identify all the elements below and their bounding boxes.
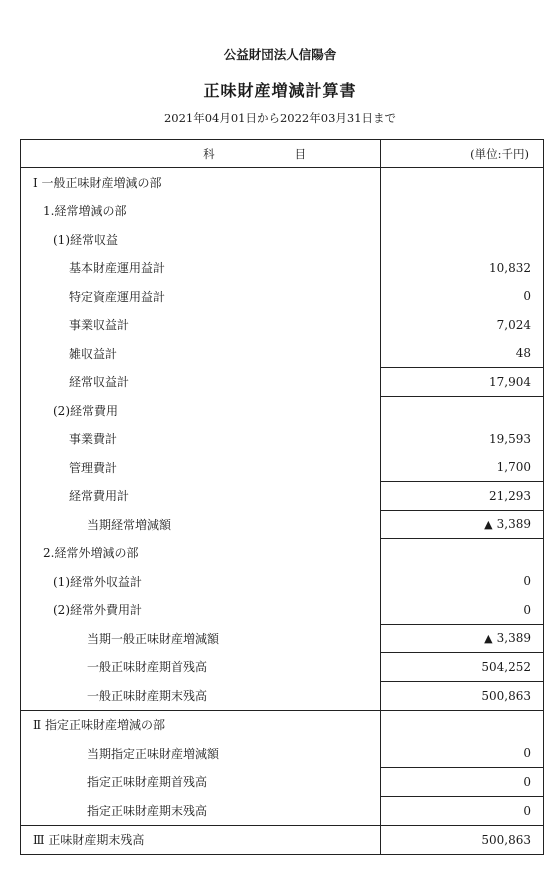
row-amount: 1,700 (380, 453, 543, 482)
table-row (21, 653, 544, 682)
income-statement-table (20, 139, 544, 855)
table-row (21, 739, 544, 768)
row-amount-cell (380, 624, 543, 653)
table-row (21, 825, 544, 855)
table-row (21, 796, 544, 825)
table-row (21, 168, 544, 197)
row-label: Ⅰ 一般正味財産増減の部 (21, 168, 381, 197)
row-label: 指定正味財産期首残高 (21, 768, 381, 797)
item-header-char-1: 科 (203, 146, 215, 161)
table-row (21, 482, 544, 511)
table-row (21, 197, 544, 226)
row-amount (380, 168, 543, 197)
row-label: 事業費計 (21, 425, 381, 454)
negative-triangle-icon: ▲ (484, 632, 493, 646)
row-amount: 0 (380, 567, 543, 596)
row-label: 当期一般正味財産増減額 (21, 624, 381, 653)
table-row (21, 311, 544, 340)
row-label: Ⅱ 指定正味財産増減の部 (21, 710, 381, 739)
row-amount (380, 197, 543, 226)
organization-name: 公益財団法人信陽舎 (223, 47, 337, 62)
table-row (21, 539, 544, 568)
negative-triangle-icon: ▲ (484, 518, 493, 532)
row-label: 一般正味財産期首残高 (21, 653, 381, 682)
row-amount (380, 539, 543, 568)
table-row (21, 567, 544, 596)
row-label: 管理費計 (21, 453, 381, 482)
table-row (21, 282, 544, 311)
table-row (21, 339, 544, 368)
table-row (21, 681, 544, 710)
row-label: 特定資産運用益計 (21, 282, 381, 311)
reporting-period: 2021年04月01日から2022年03月31日まで (163, 111, 397, 125)
row-amount: 0 (380, 282, 543, 311)
table-row (21, 254, 544, 283)
row-label: 一般正味財産期末残高 (21, 681, 381, 710)
table-row (21, 368, 544, 397)
table-row (21, 768, 544, 797)
item-header-char-2: 目 (294, 146, 307, 161)
row-amount: 7,024 (380, 311, 543, 340)
row-amount: 0 (380, 796, 543, 825)
row-amount: 0 (380, 768, 543, 797)
row-amount: 17,904 (380, 368, 543, 397)
row-amount (380, 396, 543, 425)
table-row (21, 596, 544, 625)
row-amount: 3,389 (496, 631, 531, 646)
table-row (21, 510, 544, 539)
table-row (21, 425, 544, 454)
row-amount: 500,863 (380, 825, 543, 855)
table-row (21, 710, 544, 739)
table-row (21, 624, 544, 653)
row-label: 2.経常外増減の部 (21, 539, 381, 568)
row-label: 事業収益計 (21, 311, 381, 340)
row-label: 雑収益計 (21, 339, 381, 368)
row-amount-cell (380, 510, 543, 539)
row-label: 指定正味財産期末残高 (21, 796, 381, 825)
table-header-row (21, 140, 544, 168)
table-row (21, 225, 544, 254)
row-label: 当期指定正味財産増減額 (21, 739, 381, 768)
row-amount (380, 225, 543, 254)
row-label: (2)経常外費用計 (21, 596, 381, 625)
row-amount: 500,863 (380, 681, 543, 710)
row-amount: 10,832 (380, 254, 543, 283)
row-label: 1.経常増減の部 (21, 197, 381, 226)
row-label: Ⅲ 正味財産期末残高 (21, 825, 381, 855)
row-amount: 3,389 (496, 517, 531, 532)
row-label: 経常収益計 (21, 368, 381, 397)
document-title: 正味財産増減計算書 (203, 81, 357, 100)
row-amount: 0 (380, 596, 543, 625)
table-row (21, 453, 544, 482)
table-row (21, 396, 544, 425)
row-amount: 19,593 (380, 425, 543, 454)
row-label: (2)経常費用 (21, 396, 381, 425)
row-amount: 48 (380, 339, 543, 368)
row-amount: 504,252 (380, 653, 543, 682)
row-label: (1)経常収益 (21, 225, 381, 254)
row-amount: 0 (380, 739, 543, 768)
row-amount: 21,293 (380, 482, 543, 511)
row-label: 当期経常増減額 (21, 510, 381, 539)
unit-column-header: (単位:千円) (380, 140, 543, 168)
row-label: 基本財産運用益計 (21, 254, 381, 283)
row-label: (1)経常外収益計 (21, 567, 381, 596)
item-column-header (21, 140, 381, 168)
row-label: 経常費用計 (21, 482, 381, 511)
row-amount (380, 710, 543, 739)
